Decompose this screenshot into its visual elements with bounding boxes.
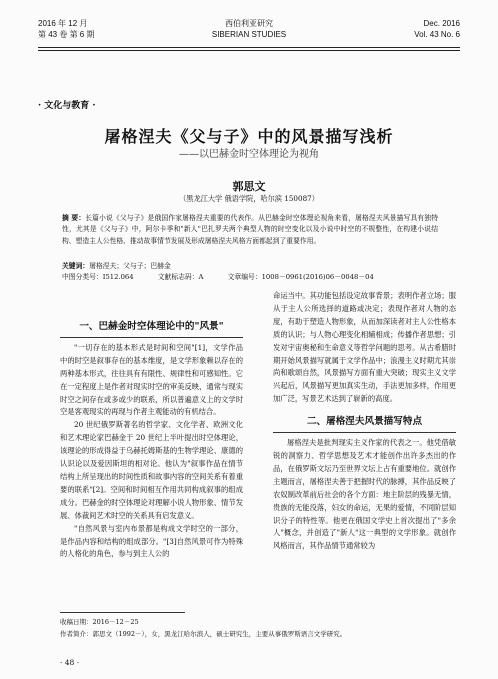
header-volume: 第 43 卷 第 6 期 (38, 30, 95, 39)
keywords-label: 关键词： (62, 262, 90, 270)
clc-number: 中图分类号：I512.064 (62, 273, 134, 281)
author-bio: 作者简介：郭思文（1992－），女，黑龙江哈尔滨人，硕士研究生，主要从事俄罗斯语言文学研究。 (60, 630, 347, 638)
section-heading-rule (60, 337, 243, 338)
journal-name-en: SIBERIAN STUDIES (211, 30, 287, 39)
header-volume-en: Vol. 43 No. 6 (414, 30, 460, 39)
article-title: 屠格涅夫《父与子》中的风景描写浅析 (104, 127, 394, 146)
journal-name-cn: 西伯利亚研究 (225, 19, 273, 28)
abstract (62, 213, 438, 247)
author-affiliation: （黑龙江大学 俄语学院，哈尔滨 150087） (179, 194, 319, 203)
header-rule-top (38, 47, 460, 48)
classification-line (62, 271, 438, 281)
paragraph: 20 世纪俄罗斯著名的哲学家、文化学者、欧洲文化和艺术理论家巴赫金于 20 世纪上半叶提出时空体理论，该理论的形成得益于乌赫托姆斯基的生物学理论、康德的认识论以及爱因斯坦的相对论。他认为"叙事作品在情节结构上所呈现出的时间性质和故事内容的空间关系有着重要的联系"[2]。空间和时间相互作用共同构成叙事的组成成分。巴赫金的时空体理论对理解小说人物形象、情节发展、体裁间艺术时空的关系具有启发意义。 (60, 420, 243, 520)
header-rule-bottom (38, 50, 460, 51)
abstract-text: 长篇小说《父与子》是俄国作家屠格涅夫重要的代表作。从巴赫金时空体理论视角来看，屠格涅夫风景描写具有独特性，尤其是《父与子》中，阿尔卡季和"新人"巴扎罗夫两个典型人物的时空变化以及小说中时空的不规整性，在构建小说结构、塑造主人公性格、推动故事情节发展及形成屠格涅夫风格方面都起到了重要作用。 (62, 214, 438, 245)
paragraph: "自然风景与室内布景都是构成文学时空的一部分，是作品内容和结构的组成部分。"[3]自然风景可作为特殊的人格化的角色，参与到主人公的 (60, 523, 243, 559)
header-journal (38, 18, 460, 40)
article-number: 文章编号：1008－0961(2016)06－0048－04 (227, 273, 374, 281)
header-date: 2016 年 12 月 (38, 19, 88, 28)
header-date-en (414, 18, 460, 40)
paragraph: 命运当中。其功能包括设定故事背景；表明作者立场；服从于主人公所选择的道路或决定；表现作者对人物的态度，有助于塑造人物形象，从而加深读者对主人公性格本质的认识；与人物心理变化相辅相成；传播作者思想；引发对宇宙奥秘和生命意义等哲学问题的思考。从古希腊时期开始风景描写就属于文学作品中；浪漫主义时期尤其崇尚和歌颂自然，风景描写方面有重大突破；现实主义文学兴起后，风景描写更加真实生动，手法更加多样，作用更加广泛，写景艺术达到了崭新的高度。 (273, 291, 456, 404)
footnote (60, 616, 460, 640)
section-heading-1: 一、巴赫金时空体理论中的"风景" (79, 321, 224, 332)
author-name: 郭思文 (232, 180, 266, 193)
footnote-rule (60, 612, 185, 613)
document-code: 文献标志码：A (157, 273, 204, 281)
article-subtitle: ——以巴赫金时空体理论为视角 (179, 149, 319, 160)
keywords (62, 260, 171, 270)
right-column (273, 290, 456, 553)
running-header (38, 18, 460, 46)
section-heading-rule (273, 432, 456, 433)
section-tag: · 文化与教育 · (38, 101, 96, 111)
left-column (60, 321, 243, 561)
section-heading-2: 二、屠格涅夫风景描写特点 (306, 416, 423, 428)
paragraph: "一切存在的基本形式是时间和空间"[1]，文学作品中的时空是叙事存在的基本维度，是文学形象赖以存在的两种基本形式，往往具有有限性、规律性和可感知性。它在一定程度上是作者对现实时空的审美反映，通常与现实时空之间存在或多或少的联系，所以普遍意义上的文学时空是客观现实的再现与作者主观能动的有机结合。 (60, 342, 243, 417)
paragraph: 屠格涅夫是批判现实主义作家的代表之一。他凭借敏锐的洞察力、哲学思想及艺术才能创作出许多杰出的作品，在俄罗斯文坛乃至世界文坛上占有重要地位。就创作主题而言，屠格涅夫善于把握时代的脉搏，其作品反映了农奴制改革前后社会的各个方面：地主阶层的残暴无情，贵族的无能没落，妇女的命运，无果的爱情，不同阶层知识分子的特性等。他更在俄国文学史上首次提出了"多余人"概念，并创造了"新人"这一典型的文学形象。就创作风格而言，其作品情节通常较为 (273, 438, 456, 551)
received-date: 收稿日期：2016－12－25 (60, 618, 139, 626)
page-number: · 48 · (60, 658, 80, 667)
header-month-en: Dec. 2016 (423, 19, 460, 28)
keywords-text: 屠格涅夫；父与子；巴赫金 (89, 262, 171, 270)
abstract-label: 摘 要： (62, 214, 86, 222)
